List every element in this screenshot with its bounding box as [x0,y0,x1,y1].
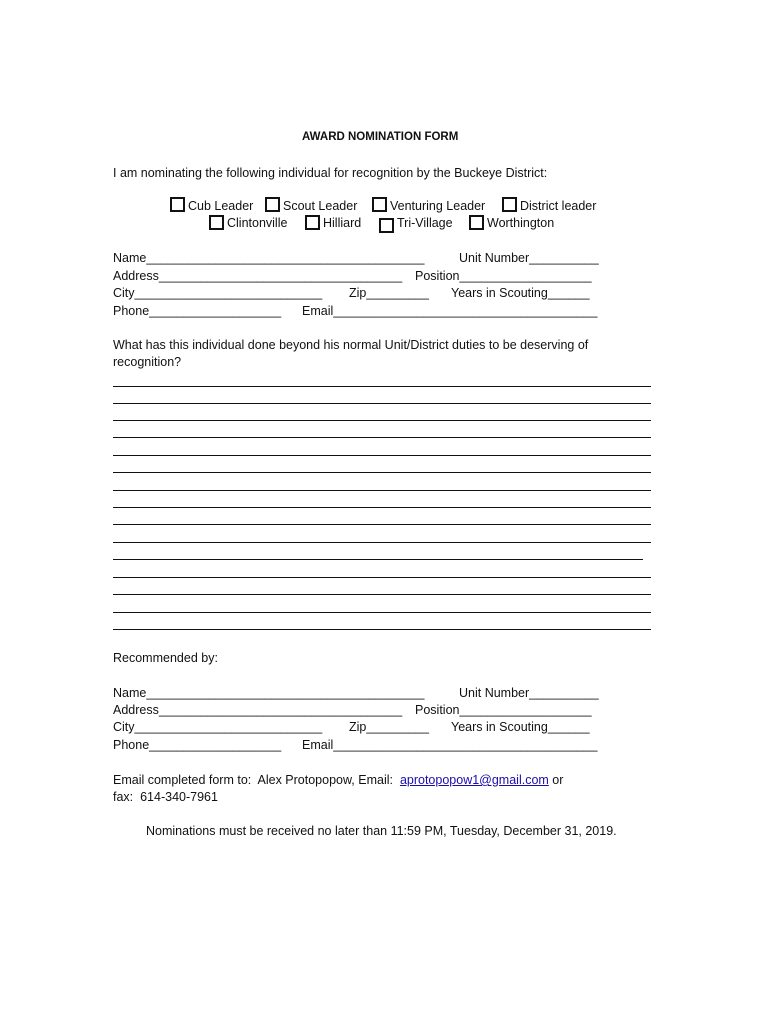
deadline-note: Nominations must be received no later than 11:59 PM, Tuesday, December 31, 2019. [146,824,617,838]
recommender-years-field[interactable]: Years in Scouting______ [451,720,590,734]
nominee-unit-number-field[interactable]: Unit Number__________ [459,251,599,265]
answer-line[interactable] [113,559,643,560]
nominee-city-field[interactable]: City___________________________ [113,286,323,300]
nominee-email-field[interactable]: Email______________________________________ [302,304,598,318]
answer-line[interactable] [113,594,651,595]
checkbox-label-district-leader: District leader [520,199,597,213]
recommended-by-heading: Recommended by: [113,651,218,665]
answer-line[interactable] [113,403,651,404]
nominee-phone-field[interactable]: Phone___________________ [113,304,282,318]
answer-line[interactable] [113,472,651,473]
recommender-phone-field[interactable]: Phone___________________ [113,738,282,752]
form-title: AWARD NOMINATION FORM [302,131,459,143]
checkbox-label-scout-leader: Scout Leader [283,199,358,213]
answer-line[interactable] [113,542,651,543]
email-or: or [548,773,564,787]
checkbox-hilliard[interactable] [305,215,320,230]
answer-line[interactable] [113,420,651,421]
checkbox-district-leader[interactable] [502,197,517,212]
question-line-1: What has this individual done beyond his normal Unit/District duties to be deserving of [113,338,589,352]
answer-line[interactable] [113,437,651,438]
nominee-address-field[interactable]: Address___________________________________ [113,269,403,283]
recommender-unit-number-field[interactable]: Unit Number__________ [459,686,599,700]
email-link[interactable]: aprotopopow1@gmail.com [399,773,549,787]
email-instructions: Email completed form to: Alex Protopopow, Email: [113,773,400,787]
answer-line[interactable] [113,490,651,491]
answer-line[interactable] [113,455,651,456]
recommender-address-field[interactable]: Address___________________________________ [113,703,403,717]
checkbox-label-venturing-leader: Venturing Leader [390,199,486,213]
recommender-name-field[interactable]: Name________________________________________ [113,686,425,700]
answer-line[interactable] [113,386,651,387]
checkbox-label-clintonville: Clintonville [227,216,288,230]
nominee-name-field[interactable]: Name________________________________________ [113,251,425,265]
checkbox-venturing-leader[interactable] [372,197,387,212]
recommender-zip-field[interactable]: Zip_________ [349,720,429,734]
checkbox-label-hilliard: Hilliard [323,216,362,230]
question-line-2: recognition? [113,355,182,369]
checkbox-cub-leader[interactable] [170,197,185,212]
nominee-years-field[interactable]: Years in Scouting______ [451,286,590,300]
fax-number: fax: 614-340-7961 [113,790,218,804]
nominee-zip-field[interactable]: Zip_________ [349,286,429,300]
checkbox-label-worthington: Worthington [487,216,555,230]
checkbox-worthington[interactable] [469,215,484,230]
checkbox-scout-leader[interactable] [265,197,280,212]
intro-text: I am nominating the following individual for recognition by the Buckeye District: [113,166,548,180]
answer-line[interactable] [113,629,651,630]
checkbox-label-tri-village: Tri-Village [397,216,453,230]
checkbox-tri-village[interactable] [379,218,394,233]
answer-line[interactable] [113,612,651,613]
recommender-position-field[interactable]: Position___________________ [415,703,592,717]
recommender-email-field[interactable]: Email______________________________________ [302,738,598,752]
answer-line[interactable] [113,524,651,525]
checkbox-label-cub-leader: Cub Leader [188,199,254,213]
submission-line [113,773,563,788]
nominee-position-field[interactable]: Position___________________ [415,269,592,283]
answer-line[interactable] [113,507,651,508]
answer-line[interactable] [113,577,651,578]
recommender-city-field[interactable]: City___________________________ [113,720,323,734]
checkbox-clintonville[interactable] [209,215,224,230]
